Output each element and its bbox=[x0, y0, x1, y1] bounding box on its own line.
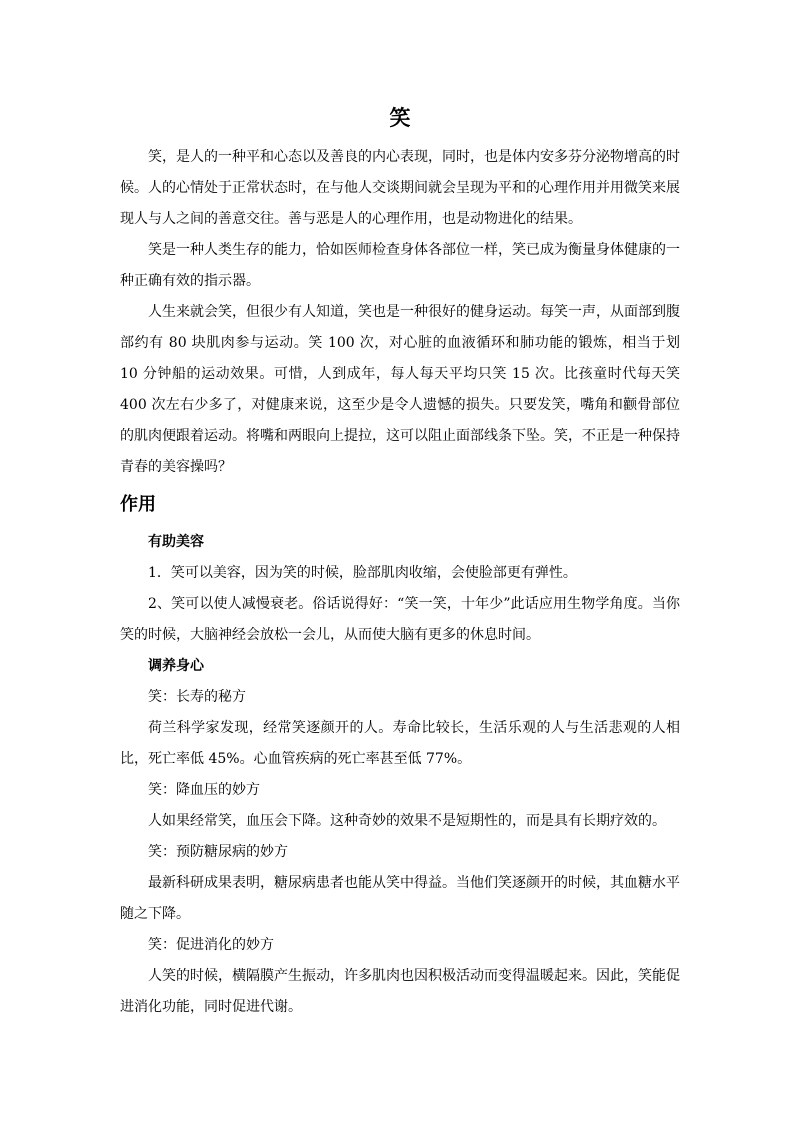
entry-label-digestion: 笑：促进消化的妙方 bbox=[148, 937, 274, 953]
entry-label-diabetes: 笑：预防糖尿病的妙方 bbox=[148, 844, 288, 860]
beauty-item-1: 1．笑可以美容，因为笑的时候，脸部肌肉收缩，会使脸部更有弹性。 bbox=[148, 565, 577, 581]
entry-text-diabetes: 最新科研成果表明，糖尿病患者也能从笑中得益。当他们笑逐颜开的时候，其血糖水平随之下降。 bbox=[120, 875, 680, 922]
section-heading-effects: 作用 bbox=[120, 494, 156, 515]
entry-text-longevity: 荷兰科学家发现，经常笑逐颜开的人。寿命比较长，生活乐观的人与生活悲观的人相比，死亡率低 45%。心血管疾病的死亡率甚至低 77%。 bbox=[120, 720, 680, 767]
entry-label-blood-pressure: 笑：降血压的妙方 bbox=[148, 782, 260, 798]
entry-text-blood-pressure: 人如果经常笑，血压会下降。这种奇妙的效果不是短期性的，而是具有长期疗效的。 bbox=[148, 813, 666, 829]
subheading-beauty: 有助美容 bbox=[148, 534, 204, 550]
intro-paragraph-3: 人生来就会笑，但很少有人知道，笑也是一种很好的健身运动。每笑一声，从面部到腹部约有 80 块肌肉参与运动。笑 100 次，对心脏的血液循环和肺功能的锻炼，相当于划 10 分钟船的运动效果。可惜，人到成年，每人每天平均只笑 15 次。比孩童时代每天笑 400 次左右少多了，对健康来说，这至少是令人遗憾的损失。只要发笑，嘴角和颧骨部位的肌肉便跟着运动。将嘴和两眼向上提拉，这可以阻止面部线条下坠。笑，不正是一种保持青春的美容操吗？ bbox=[120, 304, 680, 475]
beauty-item-2: 2、笑可以使人减慢衰老。俗话说得好：“笑一笑，十年少”此话应用生物学角度。当你笑的时候，大脑神经会放松一会儿，从而使大脑有更多的休息时间。 bbox=[120, 596, 680, 643]
entry-label-longevity: 笑：长寿的秘方 bbox=[148, 689, 246, 705]
entry-text-digestion: 人笑的时候，横隔膜产生振动，许多肌肉也因积极活动而变得温暖起来。因此，笑能促进消化功能，同时促进代谢。 bbox=[120, 968, 680, 1015]
intro-paragraph-2: 笑是一种人类生存的能力，恰如医师检查身体各部位一样，笑已成为衡量身体健康的一种正确有效的指示器。 bbox=[120, 242, 680, 289]
document-title: 笑 bbox=[389, 105, 411, 130]
subheading-mind-body: 调养身心 bbox=[148, 658, 204, 674]
document-page bbox=[120, 98, 680, 1023]
intro-paragraph-1: 笑，是人的一种平和心态以及善良的内心表现，同时，也是体内安多芬分泌物增高的时候。人的心情处于正常状态时，在与他人交谈期间就会呈现为平和的心理作用并用微笑来展现人与人之间的善意交往。善与恶是人的心理作用，也是动物进化的结果。 bbox=[120, 149, 680, 227]
